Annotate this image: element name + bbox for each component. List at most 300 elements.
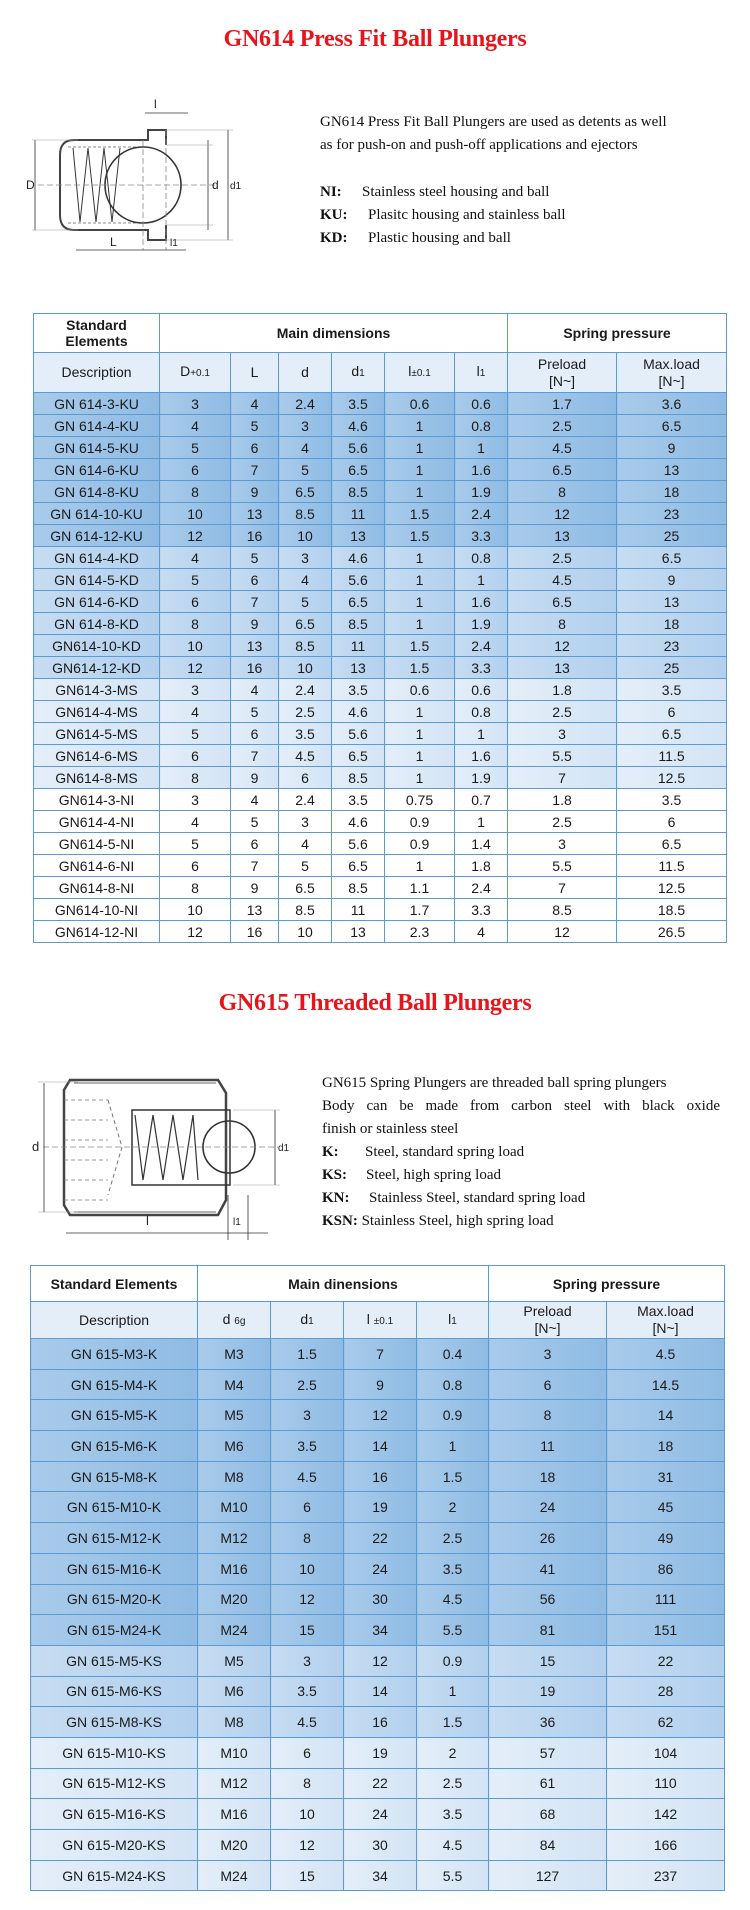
column-header (508, 353, 617, 393)
cell-value: 8.5 (508, 899, 617, 921)
table-row (31, 1492, 725, 1523)
cell-value: 14 (607, 1400, 725, 1431)
cell-value: 4 (231, 789, 279, 811)
column-header (198, 1302, 271, 1339)
cell-value: 0.6 (455, 393, 508, 415)
cell-value: 1.8 (508, 789, 617, 811)
cell-value: 6.5 (279, 877, 332, 899)
cell-value: 16 (231, 525, 279, 547)
cell-value: 13 (617, 459, 727, 481)
cell-value: 5 (231, 415, 279, 437)
cell-value: 26.5 (617, 921, 727, 943)
cell-value: 3.3 (455, 657, 508, 679)
header-main-dimensions: Main dinensions (198, 1266, 489, 1302)
cell-value: 4 (455, 921, 508, 943)
table-row (34, 811, 727, 833)
cell-value: 0.6 (385, 679, 455, 701)
cell-value: 7 (231, 591, 279, 613)
cell-value: 6 (160, 855, 231, 877)
cell-value: 13 (231, 503, 279, 525)
cell-description: GN614-3-MS (34, 679, 160, 701)
table-row (31, 1768, 725, 1799)
cell-value: 1 (385, 745, 455, 767)
cell-value: 25 (617, 657, 727, 679)
cell-description: GN 614-6-KU (34, 459, 160, 481)
cell-value: 9 (344, 1369, 417, 1400)
gn614-title: GN614 Press Fit Ball Plungers (223, 26, 527, 52)
cell-value: 16 (344, 1707, 417, 1738)
cell-value: 2.4 (279, 393, 332, 415)
table-row (34, 723, 727, 745)
cell-value: 13 (332, 525, 385, 547)
cell-description: GN 615-M6-K (31, 1431, 198, 1462)
header-spring-pressure: Spring pressure (508, 314, 727, 353)
table-row (34, 591, 727, 613)
cell-value: 3.5 (332, 789, 385, 811)
column-header-label: L (250, 364, 259, 380)
cell-value: 1 (455, 569, 508, 591)
column-header-subscript: ±0.1 (373, 1315, 394, 1327)
cell-value: 2.5 (417, 1768, 489, 1799)
column-header-subscript: ±0.1 (411, 368, 431, 379)
cell-value: 6.5 (279, 481, 332, 503)
cell-value: 1 (385, 767, 455, 789)
cell-value: 6.5 (332, 591, 385, 613)
cell-value: 10 (160, 899, 231, 921)
variant-kd: KD: Plastic housing and ball (320, 230, 511, 246)
column-header-subscript: 1 (451, 1315, 457, 1327)
cell-value: 9 (231, 613, 279, 635)
cell-value: 6 (271, 1737, 344, 1768)
cell-value: M6 (198, 1676, 271, 1707)
cell-value: 6.5 (508, 591, 617, 613)
cell-value: M5 (198, 1645, 271, 1676)
cell-value: 0.8 (455, 701, 508, 723)
cell-value: 6 (231, 569, 279, 591)
cell-value: 1 (385, 613, 455, 635)
cell-value: 142 (607, 1799, 725, 1830)
column-header-subscript: 1 (479, 368, 486, 379)
column-header (607, 1302, 725, 1339)
variant-ni: NI: Stainless steel housing and ball (320, 184, 550, 200)
cell-value: 5.6 (332, 723, 385, 745)
cell-value: 9 (231, 877, 279, 899)
cell-description: GN 615-M5-KS (31, 1645, 198, 1676)
table-row (31, 1369, 725, 1400)
cell-value: 12 (271, 1584, 344, 1615)
cell-value: 9 (617, 569, 727, 591)
column-header-row (31, 1302, 725, 1339)
cell-value: 18 (607, 1431, 725, 1462)
cell-value: 57 (489, 1737, 607, 1768)
column-header-label: D (180, 363, 191, 379)
cell-value: 1 (385, 547, 455, 569)
cell-description: GN 615-M12-KS (31, 1768, 198, 1799)
cell-value: 3.5 (279, 723, 332, 745)
cell-value: 34 (344, 1615, 417, 1646)
cell-value: 16 (231, 657, 279, 679)
cell-description: GN 614-8-KD (34, 613, 160, 635)
cell-value: 16 (231, 921, 279, 943)
cell-value: 41 (489, 1553, 607, 1584)
cell-value: 4 (279, 833, 332, 855)
cell-value: 1.5 (417, 1707, 489, 1738)
cell-value: 81 (489, 1615, 607, 1646)
cell-value: 11 (332, 899, 385, 921)
cell-value: 1.6 (455, 459, 508, 481)
column-header-label: d (222, 1310, 235, 1327)
cell-value: 1.5 (417, 1461, 489, 1492)
cell-value: 10 (271, 1799, 344, 1830)
table-row (34, 789, 727, 811)
column-header-subscript: [N~] (534, 1320, 561, 1336)
cell-description: GN 615-M20-KS (31, 1830, 198, 1861)
header-standard-elements: Standard Elements (34, 314, 160, 353)
cell-value: 23 (617, 503, 727, 525)
cell-value: M8 (198, 1461, 271, 1492)
cell-value: 2.3 (385, 921, 455, 943)
table-row (34, 459, 727, 481)
dim-label-l1: l1 (170, 238, 178, 249)
cell-value: 22 (344, 1523, 417, 1554)
cell-value: 1 (385, 481, 455, 503)
cell-description: GN 614-3-KU (34, 393, 160, 415)
cell-value: 13 (231, 899, 279, 921)
column-header-label: Description (78, 1311, 150, 1328)
cell-value: 1.9 (455, 613, 508, 635)
cell-value: 2 (417, 1737, 489, 1768)
table-row (34, 745, 727, 767)
cell-value: 8 (160, 481, 231, 503)
cell-value: 2.4 (455, 635, 508, 657)
column-header (279, 353, 332, 393)
cell-value: 26 (489, 1523, 607, 1554)
cell-value: 7 (508, 767, 617, 789)
cell-value: 16 (344, 1461, 417, 1492)
cell-value: 8.5 (279, 503, 332, 525)
cell-value: M12 (198, 1523, 271, 1554)
cell-value: 12.5 (617, 877, 727, 899)
cell-value: 13 (508, 525, 617, 547)
cell-value: 18.5 (617, 899, 727, 921)
cell-value: M4 (198, 1369, 271, 1400)
cell-value: 12.5 (617, 767, 727, 789)
cell-value: 12 (344, 1400, 417, 1431)
column-header-label: d (301, 364, 309, 380)
cell-description: GN 615-M10-KS (31, 1737, 198, 1768)
table-row (31, 1676, 725, 1707)
cell-value: 3.5 (271, 1676, 344, 1707)
cell-description: GN 615-M5-K (31, 1400, 198, 1431)
cell-value: 5.5 (508, 855, 617, 877)
dim-label-l: l (146, 1213, 149, 1228)
cell-value: 10 (160, 503, 231, 525)
cell-value: 3 (271, 1645, 344, 1676)
cell-value: 6 (617, 701, 727, 723)
cell-value: 2 (417, 1492, 489, 1523)
cell-value: 1.5 (385, 503, 455, 525)
cell-value: 2.4 (455, 877, 508, 899)
cell-value: 7 (231, 745, 279, 767)
cell-value: 8 (508, 481, 617, 503)
cell-value: 6.5 (508, 459, 617, 481)
cell-value: 6 (617, 811, 727, 833)
cell-value: 4.6 (332, 701, 385, 723)
cell-description: GN 615-M24-K (31, 1615, 198, 1646)
column-header-subscript: +0.1 (190, 368, 210, 379)
cell-value: 28 (607, 1676, 725, 1707)
cell-value: 11 (332, 503, 385, 525)
cell-value: 0.6 (385, 393, 455, 415)
column-header-row (34, 353, 727, 393)
cell-value: 56 (489, 1584, 607, 1615)
cell-description: GN614-8-MS (34, 767, 160, 789)
cell-value: 14 (344, 1676, 417, 1707)
table-row (34, 877, 727, 899)
column-header (34, 353, 160, 393)
cell-value: 5.6 (332, 569, 385, 591)
cell-value: 4.6 (332, 415, 385, 437)
cell-value: 13 (231, 635, 279, 657)
cell-value: 3.5 (271, 1431, 344, 1462)
cell-value: 4.5 (417, 1830, 489, 1861)
column-header-label: Max.load (637, 1303, 694, 1319)
gn615-spec-table (30, 1265, 725, 1891)
cell-value: 7 (231, 459, 279, 481)
cell-description: GN614-10-KD (34, 635, 160, 657)
cell-description: GN614-5-MS (34, 723, 160, 745)
cell-value: 9 (231, 481, 279, 503)
cell-value: 104 (607, 1737, 725, 1768)
column-header (489, 1302, 607, 1339)
variant-ks: KS: Steel, high spring load (322, 1167, 501, 1183)
cell-value: 5 (160, 723, 231, 745)
column-header-subscript: 1 (308, 1315, 314, 1327)
cell-value: 6.5 (332, 459, 385, 481)
cell-value: 111 (607, 1584, 725, 1615)
table-row (31, 1707, 725, 1738)
cell-value: 7 (508, 877, 617, 899)
cell-value: 1.5 (271, 1339, 344, 1370)
description-line: Body can be made from carbon steel with black oxide (322, 1098, 720, 1114)
cell-value: 3 (160, 679, 231, 701)
table-row (34, 613, 727, 635)
cell-value: 13 (508, 657, 617, 679)
table-row (31, 1615, 725, 1646)
table-row (34, 657, 727, 679)
column-header-label: l (476, 363, 480, 379)
cell-value: 8.5 (279, 899, 332, 921)
cell-value: 30 (344, 1584, 417, 1615)
table-row (31, 1339, 725, 1370)
cell-value: 3.5 (617, 789, 727, 811)
cell-value: 8.5 (332, 767, 385, 789)
cell-value: 19 (344, 1737, 417, 1768)
cell-value: 19 (344, 1492, 417, 1523)
cell-value: 3 (160, 789, 231, 811)
cell-value: 12 (508, 635, 617, 657)
cell-value: 0.9 (385, 833, 455, 855)
cell-value: 30 (344, 1830, 417, 1861)
column-header (417, 1302, 489, 1339)
variant-ksn: KSN: Stainless Steel, high spring load (322, 1213, 554, 1229)
cell-value: 1 (417, 1431, 489, 1462)
column-header (344, 1302, 417, 1339)
cell-value: 4 (160, 701, 231, 723)
description-line: GN614 Press Fit Ball Plungers are used as detents as well (320, 114, 667, 130)
cell-value: 1 (385, 569, 455, 591)
cell-value: 1.8 (455, 855, 508, 877)
cell-value: 24 (344, 1799, 417, 1830)
cell-value: M24 (198, 1615, 271, 1646)
cell-value: 11.5 (617, 745, 727, 767)
cell-value: 24 (489, 1492, 607, 1523)
cell-value: 5 (160, 569, 231, 591)
cell-value: 1.6 (455, 745, 508, 767)
cell-value: 1.7 (385, 899, 455, 921)
cell-value: 6 (160, 459, 231, 481)
column-header-subscript: 6g (234, 1315, 246, 1327)
column-header (160, 353, 231, 393)
cell-value: 3 (279, 547, 332, 569)
cell-description: GN614-3-NI (34, 789, 160, 811)
cell-value: 6.5 (332, 745, 385, 767)
gn614-spec-table (33, 313, 727, 943)
cell-value: M3 (198, 1339, 271, 1370)
cell-value: 15 (489, 1645, 607, 1676)
table-row (34, 437, 727, 459)
cell-value: 6.5 (617, 547, 727, 569)
cell-value: 8.5 (279, 635, 332, 657)
table-row (34, 767, 727, 789)
cell-value: 6 (160, 591, 231, 613)
cell-description: GN 614-4-KD (34, 547, 160, 569)
cell-value: 1 (385, 415, 455, 437)
cell-value: 45 (607, 1492, 725, 1523)
cell-value: 1 (385, 855, 455, 877)
cell-value: 2.4 (279, 789, 332, 811)
cell-value: 1 (385, 459, 455, 481)
cell-value: 6 (231, 833, 279, 855)
cell-description: GN 615-M20-K (31, 1584, 198, 1615)
cell-value: M12 (198, 1768, 271, 1799)
cell-description: GN 615-M4-K (31, 1369, 198, 1400)
gn615-threaded-plunger-diagram (18, 1075, 290, 1228)
cell-value: 14 (344, 1431, 417, 1462)
cell-value: 12 (508, 503, 617, 525)
cell-value: 86 (607, 1553, 725, 1584)
column-header-label: l (366, 1310, 374, 1327)
cell-description: GN 615-M24-KS (31, 1860, 198, 1891)
cell-value: 11 (489, 1431, 607, 1462)
cell-value: 12 (344, 1645, 417, 1676)
cell-value: 1 (385, 437, 455, 459)
cell-value: 8.5 (332, 613, 385, 635)
cell-value: 127 (489, 1860, 607, 1891)
cell-value: 1 (385, 701, 455, 723)
cell-value: 1.4 (455, 833, 508, 855)
cell-value: 3.3 (455, 525, 508, 547)
column-header-label: Preload (537, 355, 587, 372)
cell-value: 3.3 (455, 899, 508, 921)
cell-description: GN 614-5-KD (34, 569, 160, 591)
table-row (31, 1400, 725, 1431)
variant-ku: KU: Plasitc housing and stainless ball (320, 207, 566, 223)
cell-value: 24 (344, 1553, 417, 1584)
table-row (31, 1799, 725, 1830)
table-row (31, 1461, 725, 1492)
cell-value: 166 (607, 1830, 725, 1861)
cell-value: 5 (279, 591, 332, 613)
cell-value: 2.5 (271, 1369, 344, 1400)
table-row (34, 635, 727, 657)
cell-value: M24 (198, 1860, 271, 1891)
cell-value: 4.6 (332, 811, 385, 833)
cell-value: 4 (160, 415, 231, 437)
cell-value: 6.5 (617, 833, 727, 855)
cell-value: 10 (279, 657, 332, 679)
cell-value: 23 (617, 635, 727, 657)
cell-value: 6.5 (332, 855, 385, 877)
cell-value: 1 (385, 723, 455, 745)
cell-description: GN614-12-NI (34, 921, 160, 943)
column-header-label: Description (61, 364, 132, 380)
cell-value: 2.5 (279, 701, 332, 723)
cell-value: 5.5 (417, 1615, 489, 1646)
cell-description: GN 615-M12-K (31, 1523, 198, 1554)
cell-value: 15 (271, 1860, 344, 1891)
cell-value: 10 (279, 525, 332, 547)
column-header-subscript: [N~] (658, 372, 685, 389)
column-header-subscript: 1 (359, 368, 365, 379)
cell-value: 4 (231, 393, 279, 415)
cell-value: 6.5 (279, 613, 332, 635)
dim-label-l1: l1 (233, 1217, 241, 1228)
cell-description: GN614-4-MS (34, 701, 160, 723)
cell-value: 8.5 (332, 481, 385, 503)
cell-description: GN 615-M8-K (31, 1461, 198, 1492)
cell-value: 2.5 (508, 415, 617, 437)
cell-value: 0.8 (417, 1369, 489, 1400)
cell-description: GN614-4-NI (34, 811, 160, 833)
cell-value: 19 (489, 1676, 607, 1707)
cell-value: 14.5 (607, 1369, 725, 1400)
cell-value: 1 (417, 1676, 489, 1707)
dim-label-d1: d1 (230, 181, 242, 192)
column-header-subscript: [N~] (652, 1320, 679, 1336)
column-header-label: Preload (523, 1303, 572, 1319)
cell-value: 2.4 (279, 679, 332, 701)
cell-value: 3 (279, 811, 332, 833)
cell-value: M16 (198, 1799, 271, 1830)
cell-description: GN 615-M16-K (31, 1553, 198, 1584)
cell-value: 3 (279, 415, 332, 437)
cell-value: 1.6 (455, 591, 508, 613)
cell-description: GN614-8-NI (34, 877, 160, 899)
cell-value: 25 (617, 525, 727, 547)
cell-value: 1.5 (385, 657, 455, 679)
table-row (31, 1584, 725, 1615)
cell-value: 6 (231, 723, 279, 745)
cell-value: 3.5 (617, 679, 727, 701)
cell-value: 22 (344, 1768, 417, 1799)
cell-value: 68 (489, 1799, 607, 1830)
cell-value: 10 (160, 635, 231, 657)
table-row (31, 1737, 725, 1768)
cell-value: 13 (332, 657, 385, 679)
cell-value: 18 (617, 481, 727, 503)
table-row (34, 921, 727, 943)
